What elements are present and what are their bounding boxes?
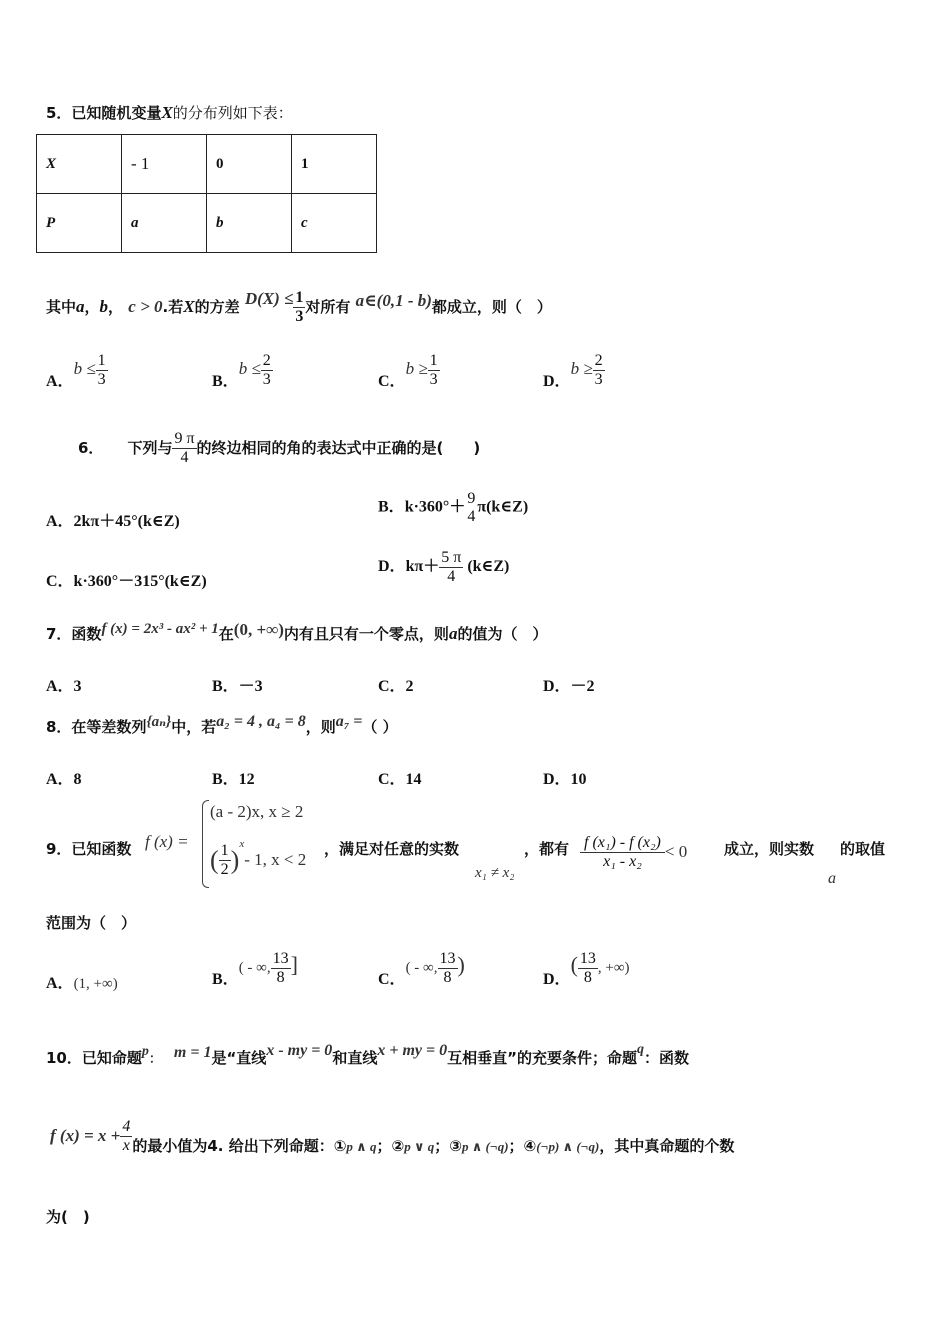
q5-cond-text: 的方差: [194, 298, 240, 316]
q8-target: a₇ =: [335, 713, 363, 730]
q8-text: （ ）: [362, 718, 398, 736]
q9-func: f (x) =: [145, 832, 189, 851]
q10-line2-expr: x + my = 0: [377, 1042, 448, 1059]
option-text: A．2kπ＋45°(k∈Z): [46, 513, 180, 530]
option-frac: [261, 352, 273, 389]
q5-option-a[interactable]: [46, 352, 108, 391]
frac-denominator: 4: [439, 567, 463, 586]
q7-interval: (0, +∞): [233, 620, 284, 639]
q5-variance-frac: [293, 289, 305, 326]
q7-text: 在: [218, 625, 234, 643]
frac-numerator: 13: [579, 950, 596, 967]
option-text: kπ＋: [405, 558, 440, 576]
option-expr: ]: [290, 952, 298, 978]
frac-denominator: 8: [271, 968, 291, 987]
q7-text: 内有且只有一个零点，则: [283, 625, 449, 643]
option-frac: [593, 352, 605, 389]
q10-line2: [50, 1118, 734, 1156]
q5-cond-text: .若: [162, 298, 184, 316]
frac-numerator: 1: [220, 842, 229, 859]
option-frac: [578, 950, 598, 987]
frac-denominator: 3: [262, 371, 271, 388]
q7-function: f (x) = 2x³ - ax² + 1: [101, 621, 219, 637]
q8-text: ，则: [305, 718, 336, 736]
q10-expr: p ∧ q: [346, 1139, 377, 1154]
frac-numerator: 2: [262, 352, 271, 369]
q5-cond-a: a: [76, 297, 85, 316]
q6-number: 6．: [78, 439, 104, 457]
frac-numerator: 1: [295, 289, 304, 306]
q10-line3: 为( ): [46, 1208, 90, 1226]
q6-stem: [78, 430, 480, 467]
q6-text: 下列与: [127, 439, 173, 457]
table-cell: 1: [292, 135, 377, 194]
q5-cond-text: 对所有: [305, 298, 351, 316]
q10-text: ，其中真命题的个数: [599, 1137, 735, 1155]
q10-text: ；②: [376, 1137, 405, 1155]
q9-case2-rest: - 1, x < 2: [244, 850, 307, 869]
option-label: C．: [378, 971, 406, 989]
q8-option-a[interactable]: [46, 766, 82, 789]
q10-expr: (¬p) ∧ (¬q): [536, 1139, 600, 1154]
q10-text: 和直线: [332, 1049, 378, 1067]
table-cell: - 1: [122, 135, 207, 194]
frac-numerator: 5 π: [441, 549, 462, 566]
option-expr: b ≥: [405, 359, 428, 379]
table-cell: a: [122, 194, 207, 253]
option-text: (k∈Z): [467, 558, 510, 576]
q7-stem: [46, 620, 547, 644]
option-label: A．: [46, 975, 74, 992]
q8-option-b[interactable]: [212, 766, 255, 789]
frac-numerator: 13: [439, 950, 456, 967]
table-row: [37, 135, 377, 194]
q8-sequence: {aₙ}: [146, 714, 172, 730]
option-label: D．: [378, 558, 406, 576]
option-label: B．: [212, 971, 239, 989]
option-expr: b ≤: [238, 359, 261, 379]
option-expr: ( - ∞,: [405, 960, 438, 977]
q10-colon: ：: [148, 1051, 162, 1066]
q10-func-frac: [120, 1118, 132, 1155]
frac-denominator: 3: [429, 371, 438, 388]
q9-text1: ，满足对任意的实数: [324, 840, 460, 858]
option-expr: (1, +∞): [73, 976, 118, 992]
option-label: D．: [543, 971, 571, 989]
q7-text: 7．函数: [46, 625, 102, 643]
q7-var: a: [448, 624, 458, 643]
q8-text: 8．在等差数列: [46, 718, 147, 736]
frac-numerator: 1: [97, 352, 106, 369]
option-text: π(k∈Z): [477, 498, 529, 516]
q10-text: 互相垂直”的充要条件；命题: [447, 1049, 637, 1067]
q9-prefix: 9．已知函数: [46, 840, 132, 858]
option-text: B．12: [212, 771, 255, 788]
q5-prefix: 5．已知随机变量: [46, 104, 162, 122]
q9-text3: 成立，则实数: [724, 840, 815, 858]
frac-denominator: 3: [295, 308, 304, 325]
q9-cond: x₁ ≠ x₂: [475, 865, 515, 881]
table-cell: c: [292, 194, 377, 253]
q10-pcond: m = 1: [173, 1044, 212, 1061]
table-cell: b: [207, 194, 292, 253]
q10-text: ；③: [434, 1137, 462, 1155]
q5-cond-x: X: [183, 297, 195, 316]
option-expr: ): [457, 952, 465, 978]
q9-half-frac: [219, 842, 231, 879]
q5-range: a∈(0,1 - b): [355, 291, 432, 310]
q8-option-d[interactable]: [543, 766, 587, 789]
q6-option-b[interactable]: [378, 490, 528, 526]
q5-option-d[interactable]: [543, 352, 605, 391]
option-text: B．－3: [212, 678, 263, 695]
q5-cond-text: 都成立，则（ ）: [431, 298, 552, 316]
frac-denominator: x: [120, 1136, 132, 1155]
q9-case1: (a - 2)x, x ≥ 2: [210, 802, 304, 821]
table-cell: X: [37, 135, 122, 194]
frac-numerator: 9: [467, 490, 476, 507]
table-row: [37, 194, 377, 253]
q9-option-d[interactable]: [543, 950, 630, 989]
frac-denominator: x₁ - x₂: [580, 852, 665, 871]
option-frac: [271, 950, 291, 987]
q5-option-b[interactable]: [212, 352, 273, 391]
q9-rhs: < 0: [664, 842, 688, 861]
q9-case2: ( $\frac{1}{2}$ )$^x$- 1, x < 2: [210, 838, 307, 878]
frac-denominator: 4: [172, 448, 196, 467]
option-label: B．: [378, 498, 405, 516]
table-cell: 0: [207, 135, 292, 194]
q9-text4: 的取值: [840, 840, 886, 858]
q6-text: 的终边相同的角的表达式中正确的是( ): [196, 439, 481, 457]
q5-cond-sep: ，: [108, 298, 124, 316]
q8-stem: [46, 712, 398, 737]
q5-variance-expr: D(X) ≤: [244, 289, 294, 308]
option-text: k·360°＋: [404, 498, 466, 516]
q9-brace: [202, 800, 209, 888]
option-frac: [96, 352, 108, 389]
q8-condition: a₂ = 4 , a₄ = 8: [216, 713, 306, 730]
q5-cond-sep: ，: [84, 298, 100, 316]
q7-option-a[interactable]: [46, 673, 82, 696]
option-label: B．: [212, 373, 239, 391]
frac-numerator: 2: [594, 352, 603, 369]
q6-option-d[interactable]: [378, 549, 509, 586]
option-expr: (: [570, 952, 578, 978]
option-frac: [465, 490, 477, 526]
option-expr: b ≥: [570, 359, 593, 379]
q5-cond-c: c > 0: [128, 297, 163, 316]
frac-numerator: 13: [272, 950, 289, 967]
q5-var: X: [161, 103, 173, 122]
q5-option-c[interactable]: [378, 352, 440, 391]
frac-numerator: f (x₁) - f (x₂): [584, 834, 661, 851]
q7-option-c[interactable]: [378, 673, 414, 696]
q5-cond-b: b: [99, 297, 109, 316]
option-frac: [439, 549, 463, 586]
q9-option-b[interactable]: [212, 950, 298, 989]
q5-stem: [46, 102, 293, 123]
option-text: C．14: [378, 771, 422, 788]
frac-denominator: 4: [467, 508, 476, 525]
q10-q: q: [636, 1042, 644, 1057]
q10-func: f (x) = x +: [50, 1126, 121, 1145]
frac-denominator: 8: [578, 968, 598, 987]
q9-option-a[interactable]: [46, 970, 118, 993]
q9-option-c[interactable]: [378, 950, 465, 989]
q10-text: 的最小值为4. 给出下列命题：①: [132, 1137, 347, 1155]
q9-inequality: [580, 834, 687, 871]
q6-option-a[interactable]: [46, 508, 180, 531]
option-frac: [438, 950, 458, 987]
q9-exponent: x: [239, 838, 245, 850]
q6-option-c[interactable]: [46, 568, 207, 591]
q10-expr: p ∧ (¬q): [461, 1139, 509, 1154]
q7-option-d[interactable]: [543, 673, 595, 696]
q7-text: 的值为（ ）: [457, 625, 548, 643]
frac-numerator: 1: [429, 352, 438, 369]
frac-denominator: 8: [438, 968, 458, 987]
frac-denominator: 3: [97, 371, 106, 388]
frac-denominator: 2: [220, 861, 229, 878]
option-text: C．2: [378, 678, 414, 695]
q10-text: 10．已知命题: [46, 1049, 142, 1067]
frac-numerator: 9 π: [174, 430, 195, 447]
q5-cond-text: 其中: [46, 298, 77, 316]
option-expr: ( - ∞,: [238, 960, 271, 977]
q9-text2: ，都有: [524, 840, 570, 858]
option-frac: [428, 352, 440, 389]
option-label: D．: [543, 373, 571, 391]
option-text: A．8: [46, 771, 82, 788]
q10-text: 是“直线: [211, 1049, 267, 1067]
option-text: C．k·360°－315°(k∈Z): [46, 573, 207, 590]
option-text: A．3: [46, 678, 82, 695]
q8-text: 中，若: [171, 718, 217, 736]
q10-expr: p ∨ q: [404, 1139, 435, 1154]
option-text: D．10: [543, 771, 587, 788]
q5-condition: [46, 278, 552, 328]
q9-var: a: [828, 870, 836, 887]
option-text: D．－2: [543, 678, 595, 695]
q9-text5: 范围为（ ）: [46, 914, 137, 932]
q8-option-c[interactable]: [378, 766, 422, 789]
q5-suffix: 的分布列如下表：: [172, 104, 293, 122]
q10-p: p: [141, 1044, 149, 1059]
q10-line1-expr: x - my = 0: [266, 1042, 333, 1059]
frac-denominator: 3: [594, 371, 603, 388]
q7-option-b[interactable]: [212, 673, 263, 696]
q10-text: ：函数: [643, 1049, 689, 1067]
q6-angle-frac: [172, 430, 196, 467]
q10-line1: [46, 1042, 689, 1068]
distribution-table: [36, 134, 377, 253]
q9-diff-frac: [580, 834, 665, 871]
option-expr: b ≤: [73, 359, 96, 379]
option-expr: , +∞): [597, 960, 630, 977]
option-label: A．: [46, 373, 74, 391]
table-cell: P: [37, 194, 122, 253]
option-label: C．: [378, 373, 406, 391]
frac-numerator: 4: [122, 1118, 131, 1135]
q10-text: ；④: [508, 1137, 537, 1155]
